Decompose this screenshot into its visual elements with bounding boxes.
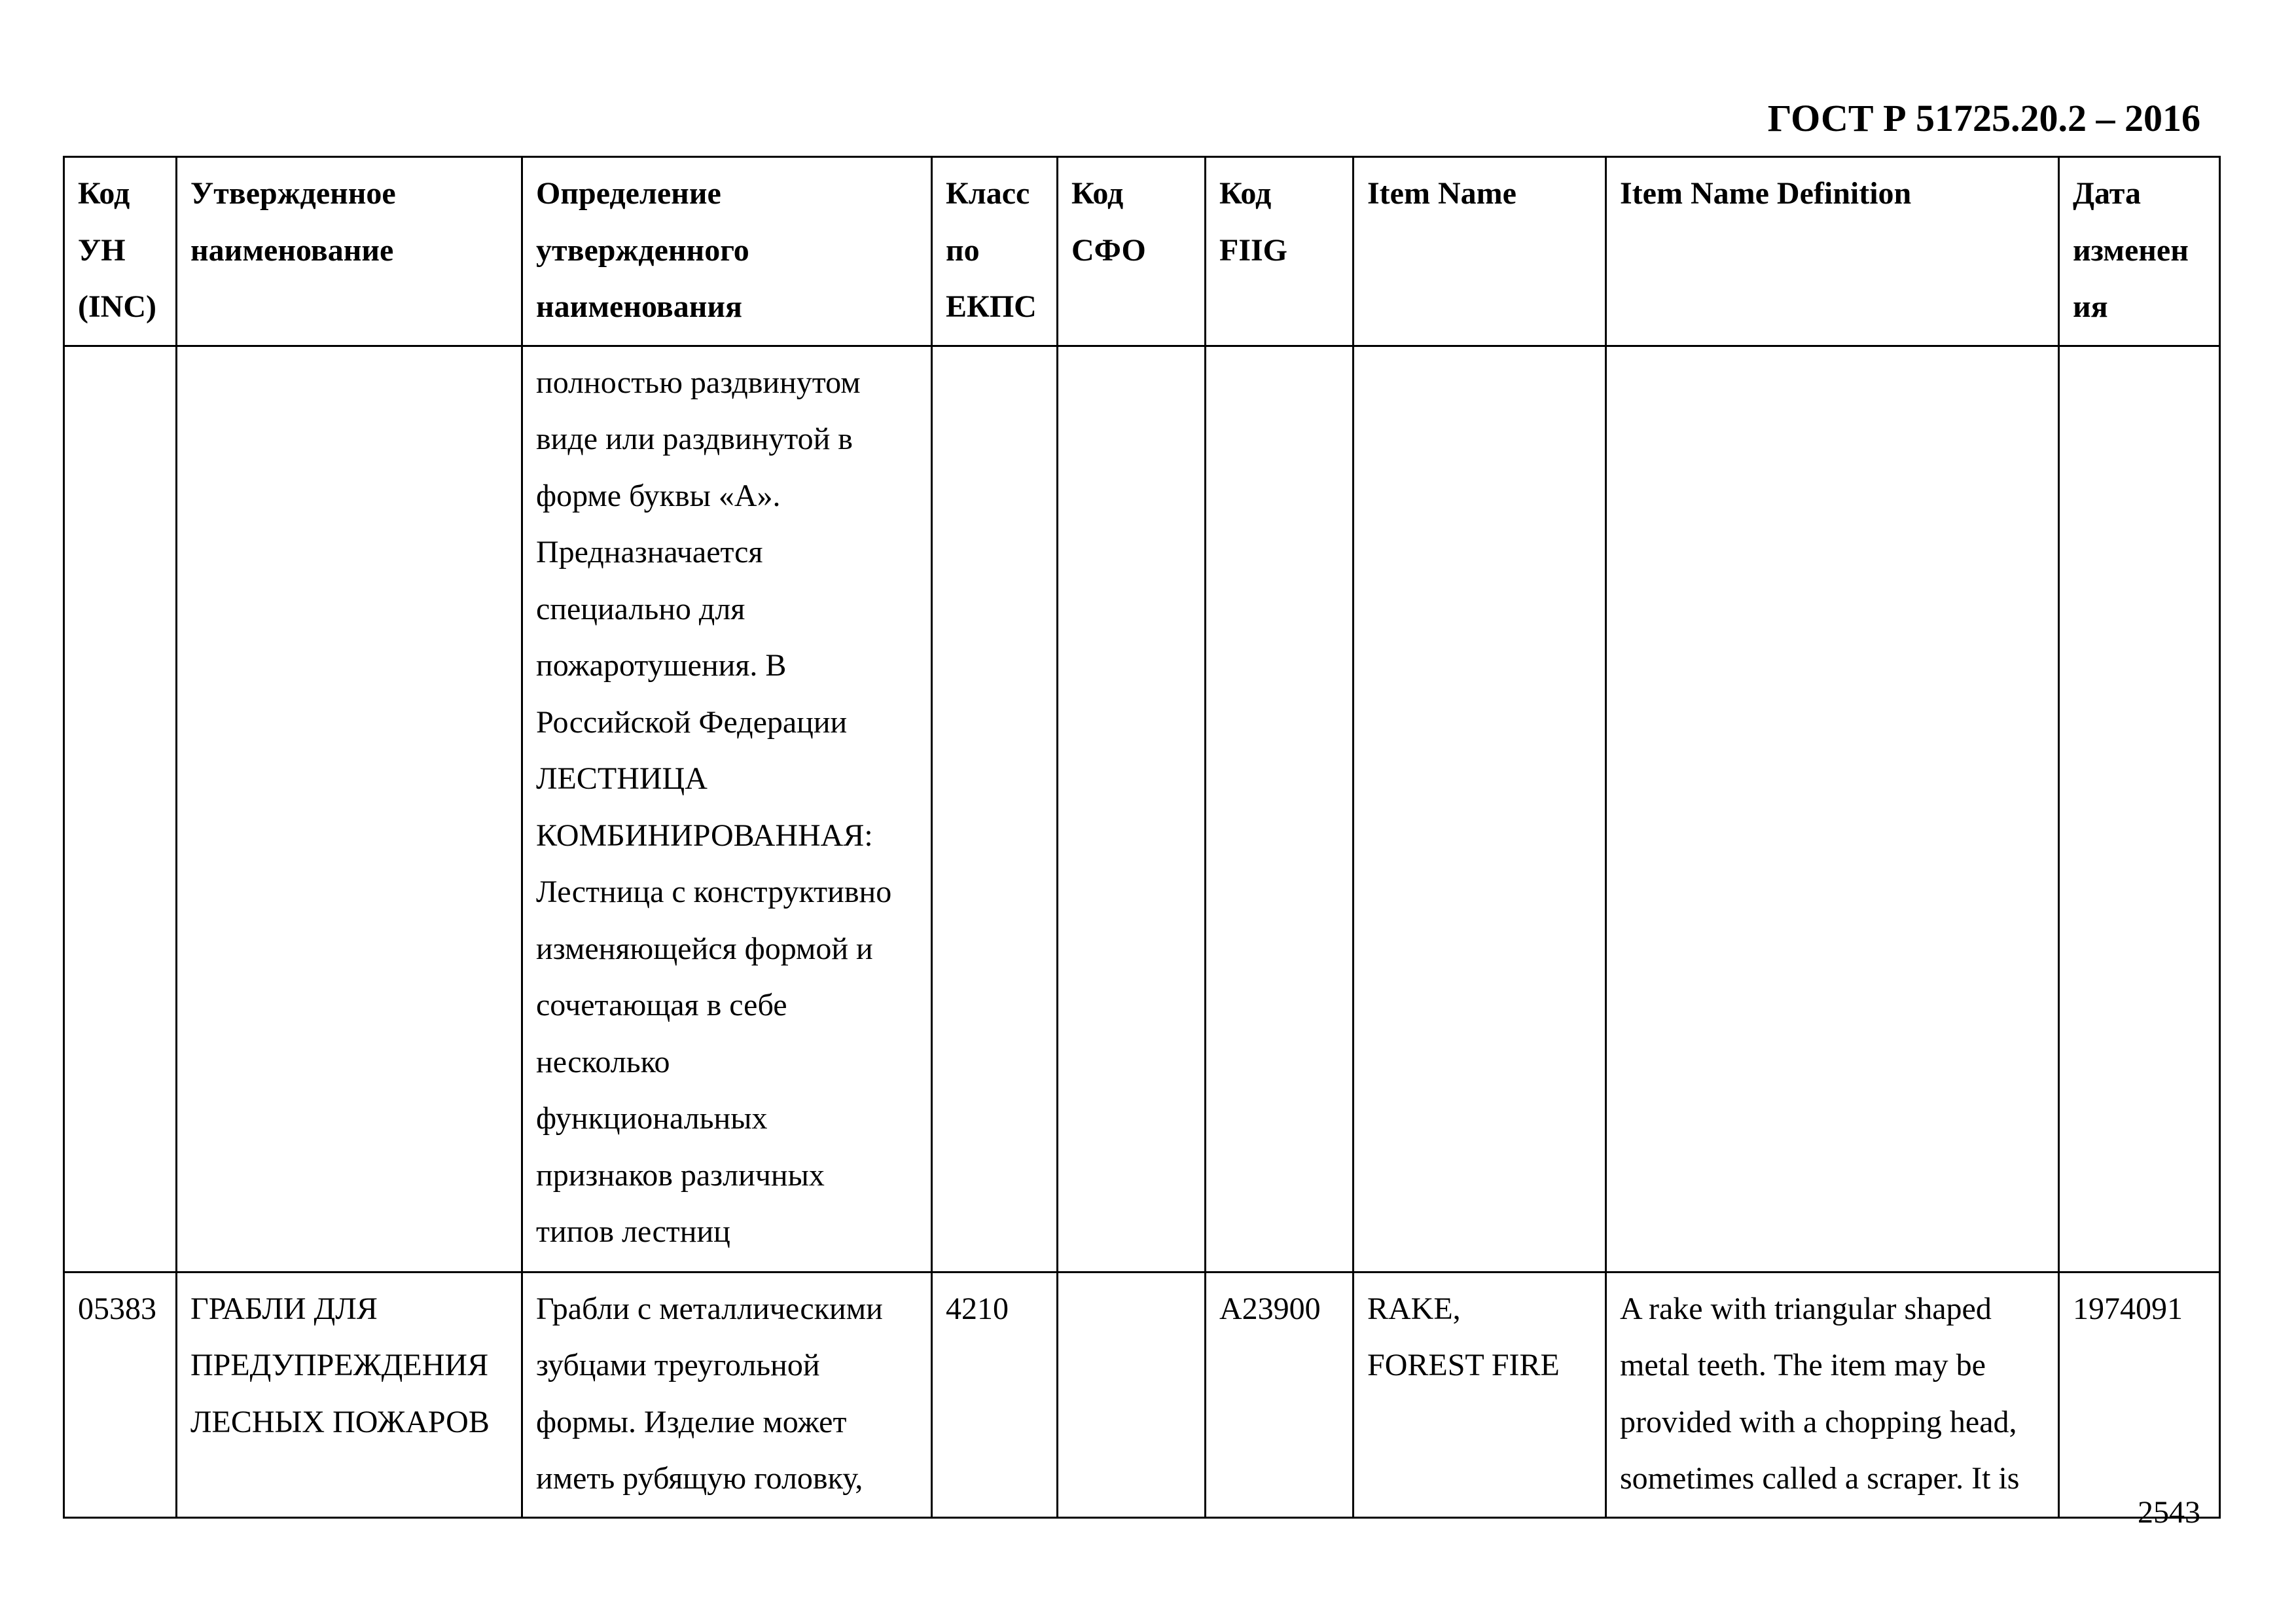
cell-sfo-code <box>1058 346 1206 1272</box>
header-item-name-definition: Item Name Definition <box>1606 157 2059 346</box>
cell-item-name <box>1354 346 1606 1272</box>
cell-ekps-class <box>932 346 1058 1272</box>
header-approved-name: Утвержденное наименование <box>177 157 522 346</box>
cell-change-date: 1974091 <box>2059 1272 2220 1517</box>
table-row <box>64 346 2220 1272</box>
header-sfo-code: Код СФО <box>1058 157 1206 346</box>
cell-ekps-class: 4210 <box>932 1272 1058 1517</box>
header-change-date: Дата изменен ия <box>2059 157 2220 346</box>
cell-sfo-code <box>1058 1272 1206 1517</box>
cell-definition: полностью раздвинутом виде или раздвинутой в форме буквы «А». Предназначается специально для пожаротушения. В Российской Федерации ЛЕСТНИЦА КОМБИНИРОВАННАЯ: Лестница с конструктивно изменяющейся формой и сочетающая в себе несколько функциональных признаков различных типов лестниц <box>522 346 932 1272</box>
table-row <box>64 1272 2220 1517</box>
header-definition: Определение утвержденного наименования <box>522 157 932 346</box>
cell-approved-name: ГРАБЛИ ДЛЯ ПРЕДУПРЕЖДЕНИЯ ЛЕСНЫХ ПОЖАРОВ <box>177 1272 522 1517</box>
nomenclature-table-wrapper <box>63 156 2219 1519</box>
cell-item-name-definition <box>1606 346 2059 1272</box>
document-header: ГОСТ Р 51725.20.2 – 2016 <box>1767 97 2200 139</box>
cell-inc: 05383 <box>64 1272 177 1517</box>
header-fiig-code: Код FIIG <box>1206 157 1354 346</box>
header-ekps-class: Класс по ЕКПС <box>932 157 1058 346</box>
header-inc: Код УН (INC) <box>64 157 177 346</box>
page-number: 2543 <box>2138 1495 2200 1530</box>
header-item-name: Item Name <box>1354 157 1606 346</box>
cell-change-date <box>2059 346 2220 1272</box>
table-header-row <box>64 157 2220 346</box>
cell-fiig-code <box>1206 346 1354 1272</box>
cell-item-name: RAKE, FOREST FIRE <box>1354 1272 1606 1517</box>
cell-item-name-definition: A rake with triangular shaped metal teeth. The item may be provided with a chopping head, sometimes called a scraper. It is <box>1606 1272 2059 1517</box>
nomenclature-table <box>63 156 2221 1519</box>
cell-definition: Грабли с металлическими зубцами треугольной формы. Изделие может иметь рубящую головку, <box>522 1272 932 1517</box>
cell-inc <box>64 346 177 1272</box>
cell-fiig-code: A23900 <box>1206 1272 1354 1517</box>
cell-approved-name <box>177 346 522 1272</box>
